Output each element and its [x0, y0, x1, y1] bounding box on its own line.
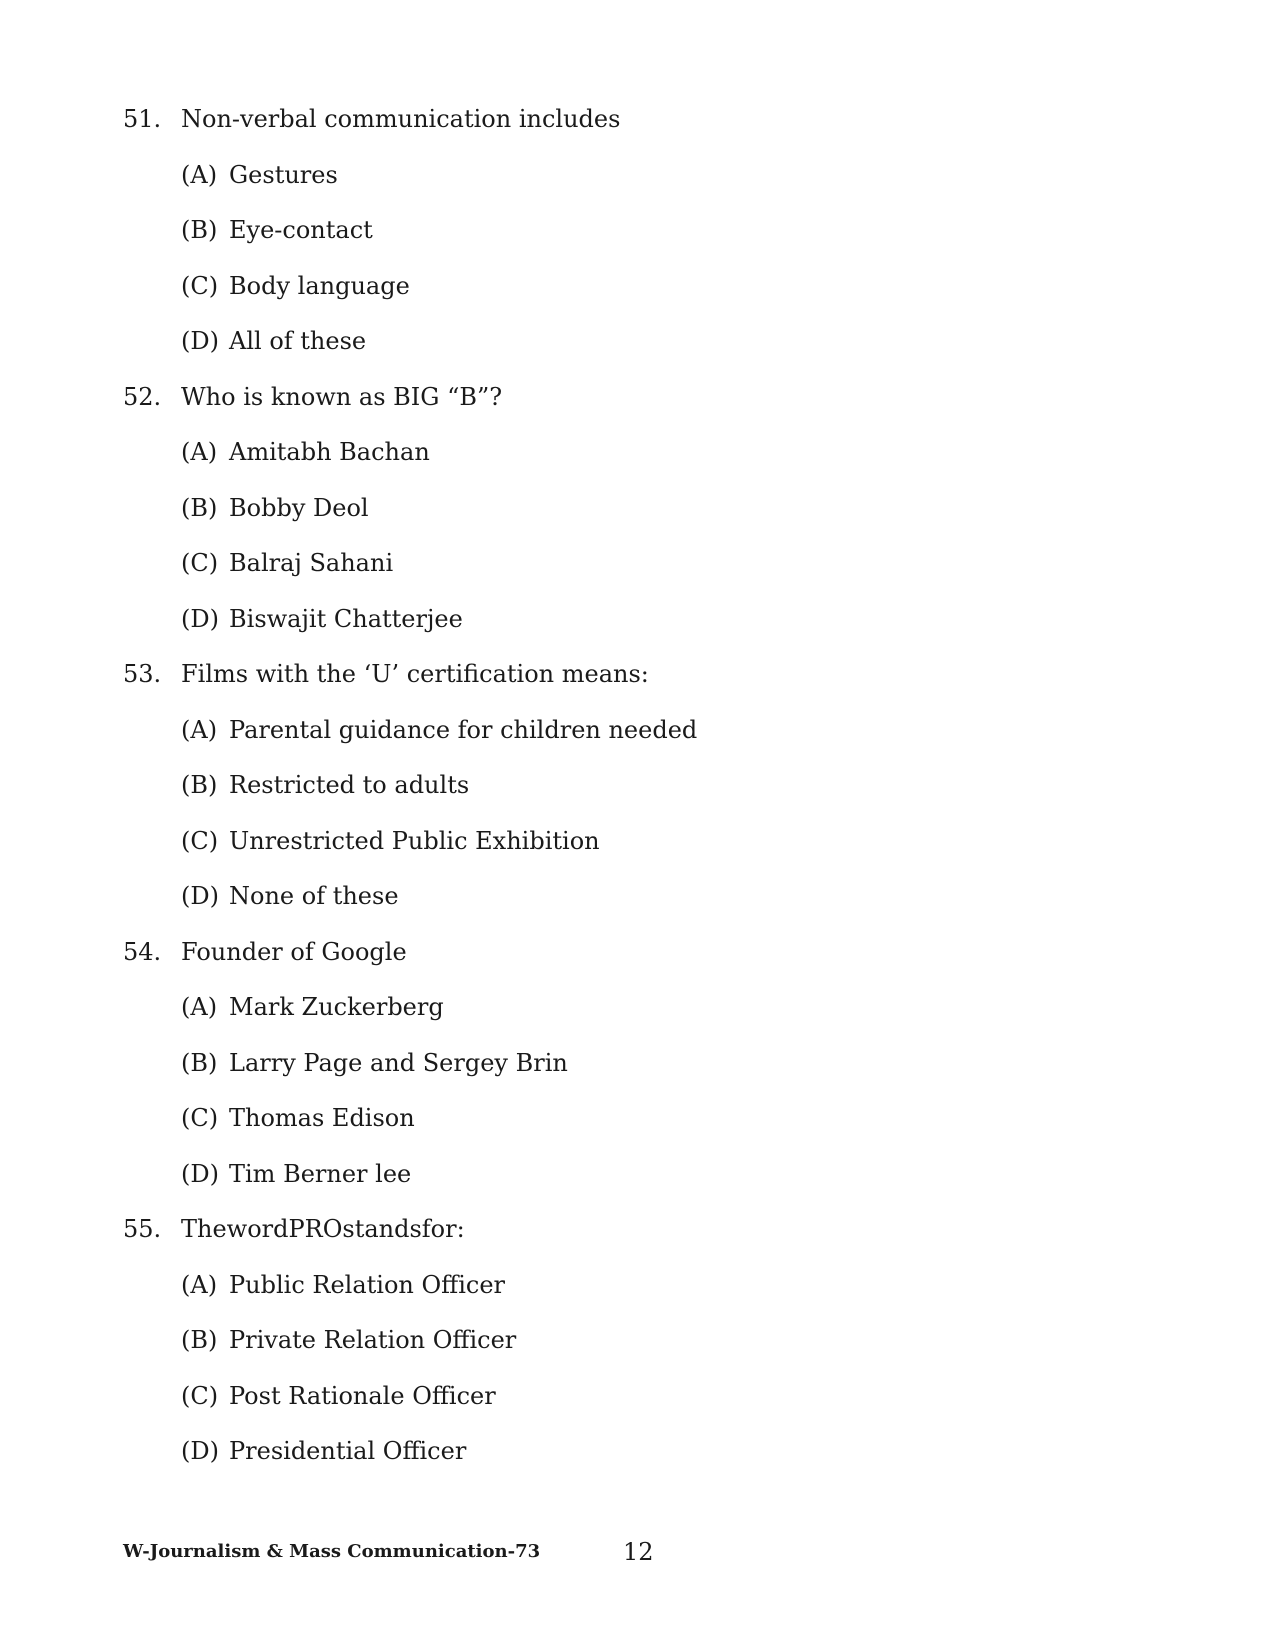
question-51: [123, 92, 1123, 370]
option-text: Larry Page and Sergey Brin: [229, 1048, 568, 1077]
question-text: Films with the ‘U’ certification means:: [181, 660, 649, 688]
option-text: Private Relation Officer: [229, 1326, 517, 1354]
option-b: [123, 481, 1123, 537]
option-text: All of these: [229, 327, 367, 355]
paper-code: W-Journalism & Mass Communication-73: [123, 1541, 541, 1562]
option-a: [123, 1258, 1123, 1314]
option-text: Unrestricted Public Exhibition: [229, 826, 600, 855]
question-text: ThewordPROstandsfor:: [181, 1215, 465, 1243]
option-letter: (C): [181, 1104, 219, 1132]
option-text: Body language: [229, 271, 410, 300]
option-letter: (A): [181, 715, 218, 744]
option-letter: (A): [181, 993, 218, 1021]
option-letter: (D): [181, 327, 219, 355]
option-letter: (B): [181, 216, 218, 244]
question-stem: [123, 370, 1123, 426]
option-letter: (C): [181, 826, 219, 855]
option-text: Eye-contact: [229, 216, 373, 244]
option-b: [123, 203, 1123, 259]
option-letter: (C): [181, 271, 219, 300]
option-letter: (A): [181, 1270, 218, 1299]
question-number: 55.: [123, 1215, 162, 1243]
question-stem: [123, 647, 1123, 703]
option-d: [123, 592, 1123, 648]
option-a: [123, 703, 1123, 759]
question-text: Who is known as BIG “B”?: [181, 382, 503, 411]
question-number: 53.: [123, 660, 162, 688]
option-letter: (C): [181, 549, 219, 577]
option-letter: (B): [181, 1048, 218, 1077]
option-letter: (D): [181, 882, 219, 910]
question-stem: [123, 925, 1123, 981]
question-list: [123, 92, 1123, 1480]
option-c: [123, 1369, 1123, 1425]
option-text: Balraj Sahani: [229, 549, 394, 577]
option-text: Amitabh Bachan: [229, 438, 430, 466]
option-letter: (C): [181, 1381, 219, 1410]
option-letter: (D): [181, 604, 219, 633]
option-letter: (A): [181, 438, 218, 466]
question-stem: [123, 1202, 1123, 1258]
option-text: Parental guidance for children needed: [229, 715, 698, 744]
option-text: Mark Zuckerberg: [229, 993, 444, 1021]
option-c: [123, 259, 1123, 315]
option-text: Thomas Edison: [229, 1104, 415, 1132]
option-b: [123, 1313, 1123, 1369]
question-54: [123, 925, 1123, 1203]
option-letter: (D): [181, 1437, 219, 1465]
question-number: 51.: [123, 105, 162, 133]
option-c: [123, 1091, 1123, 1147]
option-d: [123, 869, 1123, 925]
question-53: [123, 647, 1123, 925]
option-letter: (D): [181, 1159, 219, 1188]
question-number: 52.: [123, 382, 162, 411]
question-55: [123, 1202, 1123, 1480]
option-b: [123, 1036, 1123, 1092]
question-number: 54.: [123, 937, 162, 966]
option-text: None of these: [229, 882, 399, 910]
question-text: Non-verbal communication includes: [181, 105, 621, 133]
option-d: [123, 1147, 1123, 1203]
option-text: Public Relation Officer: [229, 1270, 506, 1299]
option-letter: (A): [181, 160, 218, 189]
option-letter: (B): [181, 493, 218, 522]
option-b: [123, 758, 1123, 814]
option-text: Bobby Deol: [229, 493, 369, 522]
option-letter: (B): [181, 771, 218, 799]
question-52: [123, 370, 1123, 648]
option-text: Tim Berner lee: [229, 1159, 412, 1188]
option-a: [123, 980, 1123, 1036]
option-text: Post Rationale Officer: [229, 1381, 496, 1410]
option-text: Presidential Officer: [229, 1437, 467, 1465]
option-a: [123, 425, 1123, 481]
option-d: [123, 1424, 1123, 1480]
question-stem: [123, 92, 1123, 148]
option-text: Restricted to adults: [229, 771, 470, 799]
option-letter: (B): [181, 1326, 218, 1354]
option-c: [123, 536, 1123, 592]
option-a: [123, 148, 1123, 204]
option-text: Gestures: [229, 160, 338, 189]
question-text: Founder of Google: [181, 937, 407, 966]
option-text: Biswajit Chatterjee: [229, 604, 463, 633]
option-d: [123, 314, 1123, 370]
page-number: 12: [623, 1538, 654, 1566]
option-c: [123, 814, 1123, 870]
